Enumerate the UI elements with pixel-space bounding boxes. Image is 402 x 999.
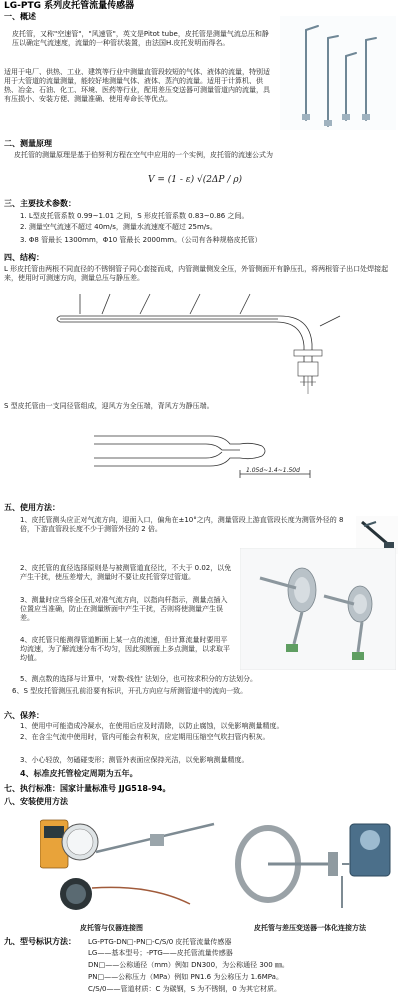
section-4-para-1: L 形皮托管由两根不同直径的不锈钢管子同心套接而成，内管测量侧发全压，外管侧面开有静压孔，将两根管子出口处焊接起来，使用时可测速方向，测量总压与静压差。: [4, 265, 389, 282]
model-row-2: DN□——公称通径（mm）例如 DN300，为公称通径 300 ㎜。: [88, 961, 289, 969]
pitot-tubes-photo: [280, 16, 396, 130]
section-4-para-2: S 型皮托管由一支同径管组成，迎风方为全压端，背风方为静压端。: [4, 402, 214, 410]
page-title: LG-PTG 系列皮托管流量传感器: [4, 1, 135, 11]
section-3-heading: 三、主要技术参数：: [4, 199, 76, 208]
flanged-pitot-tube-photo: [240, 548, 396, 670]
tech-param-2: 2. 测量空气流速不超过 40m/s，测量水流速度不超过 25m/s。: [20, 223, 217, 231]
tech-param-3: 3. Φ8 管最长 1300mm，Φ10 管最长 2000mm。（公司有各种规格皮托管）: [20, 236, 262, 244]
usage-item-3: 3、测量时应当将全压孔对准气流方向，以指向杆指示，测量点插入位置应当准确，防止在测量断面中产生干扰，否则将使测量产生误差。: [20, 596, 228, 622]
model-code: LG-PTG-DN□-PN□-C/S/0 皮托管流量传感器: [88, 938, 232, 946]
l-type-structure-diagram: [50, 286, 350, 396]
section-1-para-2: 适用于电厂、供热、工业、建筑等行业中测量直管段较短的气体、液体的流量，特别适用于大管道的流量测量，能较好地测量气体、液体、蒸汽的流量。适用于计算机、供热、冶金、石油、化工、环境、医药等行业，配用差压变送器可测量管道内的流量，具有压损小、安装方便、测量准确、使用寿命长等优点。: [4, 68, 270, 103]
usage-item-4: 4、皮托管只能测得管道断面上某一点的流速，但计算流量时要用平均流速，为了解流速分布不均匀，因此须断面上多点测量，以求取平均值。: [20, 636, 230, 662]
tech-param-1: 1. L型皮托管系数 0.99~1.01 之间，S 形皮托管系数 0.83~0.86 之间。: [20, 212, 249, 220]
section-4-heading: 四、结构：: [4, 253, 44, 262]
section-1-heading: 一、概述: [4, 12, 36, 21]
usage-item-6: 6、S 型皮托管测压孔前沿要有标识，开孔方向应与所测管道中的流向一致。: [12, 687, 248, 695]
section-9-heading: 九、型号标识方法：: [4, 937, 76, 946]
usage-item-5: 5、测点数的选择与计算中，'对数-线性' 法划分，也可按求积分的方法划分。: [20, 675, 258, 683]
section-5-heading: 五、使用方法：: [4, 503, 60, 512]
section-2-heading: 二、测量原理: [4, 139, 52, 148]
caption-instrument-connection: 皮托管与仪器连接图: [80, 924, 143, 932]
maintenance-item-2: 2、在含尘气流中使用时，管内可能会有积灰，应定期用压缩空气吹扫管内积灰。: [20, 733, 270, 741]
model-row-3: PN□——公称压力（MPa）例如 PN1.6 为公称压力 1.6MPa。: [88, 973, 283, 981]
velocity-formula: V = (1 - ε) √(2ΔP / ρ): [148, 175, 243, 185]
usage-item-1: 1、皮托管测头应正对气流方向，迎面入口，偏角在±10°之内，测量管段上游直管段长度为测管外径的 8 倍，下游直管段长度不少于测管外径的 2 倍。: [20, 516, 344, 533]
section-6-heading: 六、保养：: [4, 711, 44, 720]
section-2-para: 皮托管的测量原理是基于伯努利方程在空气中应用的一个实例，皮托管的流速公式为: [14, 151, 273, 159]
section-1-para-1: 皮托管，又称"空速管"，"风速管"，英文是Pitot tube，皮托管是测量气流总压和静压以确定气流速度，流量的一种管状装置，由法国H.皮托发明而得名。: [12, 30, 269, 47]
caption-transmitter-integration: 皮托管与差压变送器一体化连接方法: [254, 924, 366, 932]
usage-item-2: 2、皮托管的直径选择原则是与被测管道直径比，不大于 0.02，以免产生干扰，使压差增大，测量时不要让皮托管穿过管道。: [20, 564, 232, 581]
maintenance-item-4: 4、标准皮托管检定周期为五年。: [20, 769, 138, 778]
model-row-4: C/S/0——管道材质：C 为碳钢，S 为不锈钢，0 为其它材质。: [88, 985, 281, 993]
section-7-heading: 七、执行标准：国家计量标准号 JJG518-94。: [4, 784, 171, 793]
instrument-connection-photo: [40, 812, 220, 920]
transmitter-integration-photo: [232, 812, 398, 920]
maintenance-item-1: 1、使用中可能造成冷凝水，在使用后应及时清除，以防止腐蚀，以免影响测量精度。: [20, 722, 284, 730]
section-8-heading: 八、安装使用方法: [4, 797, 68, 806]
s-type-dimension-label: 1.05d~1.4~1.50d: [246, 467, 300, 474]
maintenance-item-3: 3、小心轻放，勿磕碰变形；测管外表面应保持光洁，以免影响测量精度。: [20, 756, 249, 764]
model-row-1: LG——基本型号；-PTG——皮托管流量传感器: [88, 949, 233, 957]
